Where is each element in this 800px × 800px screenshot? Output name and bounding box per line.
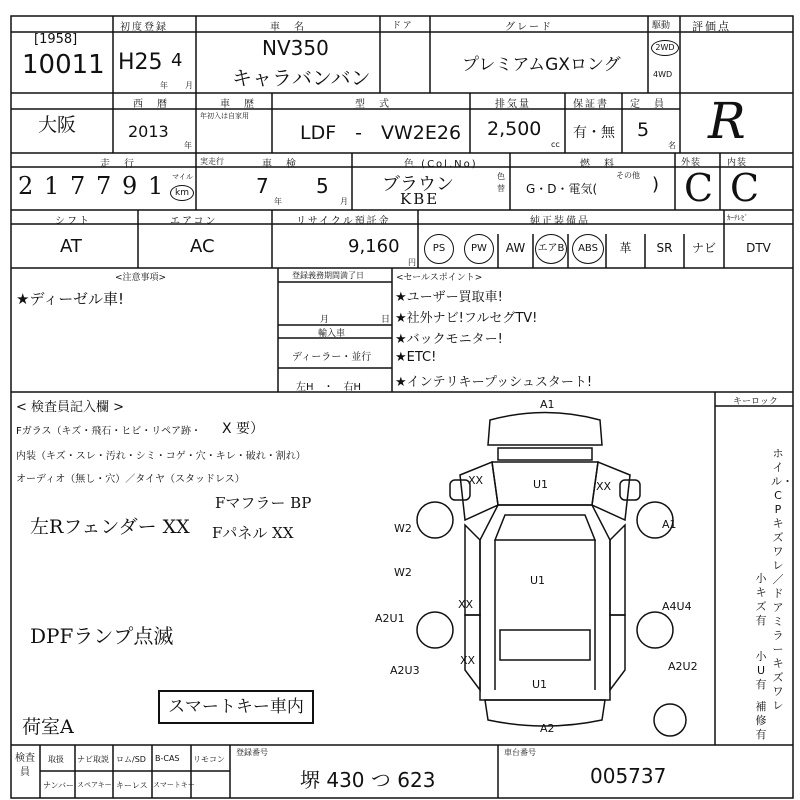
footer-remote: リモコン xyxy=(193,755,225,764)
label-first-registration: 初度登録 xyxy=(120,22,168,33)
capacity-value: 5 xyxy=(637,119,650,141)
western-year: 2013 xyxy=(128,122,169,141)
handwritten-cargo: 荷室A xyxy=(22,716,74,738)
damage-left-mid: XX xyxy=(458,598,474,611)
label-interior: 内装 xyxy=(727,158,748,168)
drive-4wd: 4WD xyxy=(653,70,673,79)
unit-year: 年 xyxy=(160,81,168,90)
damage-rear-body: U1 xyxy=(532,678,548,691)
equip-navi: ナビ xyxy=(691,241,716,255)
footer-keyless: キーレス xyxy=(116,781,148,790)
mileage-unit-km: km xyxy=(170,185,194,201)
handwritten-fender: 左Rフェンダー XX xyxy=(30,516,190,538)
damage-w2-upper: W2 xyxy=(394,522,412,535)
damage-front-bumper: A1 xyxy=(540,398,555,411)
footer-number-plate: ナンバー xyxy=(43,781,75,790)
label-mileage: 走 行 xyxy=(100,159,136,170)
damage-left-a2u1: A2U1 xyxy=(375,612,405,625)
label-equipment: 純正装備品 xyxy=(530,216,590,227)
drive-2wd-circled: 2WD xyxy=(651,40,679,56)
equip-ps-circled: PS xyxy=(424,234,454,264)
capacity-unit: 名 xyxy=(668,141,676,150)
glass-mark: X 要） xyxy=(222,421,265,437)
damage-rear-bumper: A2 xyxy=(540,722,555,735)
steering-side: 左H ・ 右H xyxy=(296,382,362,393)
car-name-line1: NV350 xyxy=(262,36,329,60)
handwritten-dpf: DPFランプ点滅 xyxy=(30,624,174,648)
shift-value: AT xyxy=(60,236,82,257)
color-value: ブラウン xyxy=(382,174,454,195)
equip-leather: 革 xyxy=(619,241,632,255)
history-note: 年初入は自家用 xyxy=(200,112,249,120)
mileage-digit-4: 7 xyxy=(96,172,112,200)
damage-roof: U1 xyxy=(530,574,546,587)
equip-airbag-circled: エアB xyxy=(535,234,567,264)
label-sales-points: <セールスポイント> xyxy=(396,273,483,283)
mileage-digit-3: 7 xyxy=(70,172,86,200)
label-caution: <注意事項> xyxy=(115,273,167,283)
fuel-options: G・D・電気( xyxy=(526,182,598,196)
sales-point-1: ★ユーザー買取車! xyxy=(395,290,503,305)
label-capacity: 定 員 xyxy=(630,99,666,110)
label-fuel: 燃 料 xyxy=(580,159,616,170)
damage-w2-lower: W2 xyxy=(394,566,412,579)
inspection-month-unit: 月 xyxy=(340,197,348,206)
footer-navi-manual: ナビ取説 xyxy=(77,755,109,764)
label-western-year: 西 暦 xyxy=(133,99,169,110)
footer-spare-key: スペアキー xyxy=(77,781,112,789)
sales-point-5: ★インテリキープッシュスタート! xyxy=(395,375,593,390)
dealer-parallel: ディーラー・並行 xyxy=(292,352,372,363)
damage-right-a1: A1 xyxy=(662,518,677,531)
caution-diesel: ★ディーゼル車! xyxy=(16,290,124,308)
label-model: 型 式 xyxy=(355,99,391,110)
audio-tire-remarks: オーディオ（無し・穴）／タイヤ（スタッドレス） xyxy=(16,474,245,485)
side-mark-repaired: 補修有 xyxy=(755,700,767,741)
label-registration-expiry: 登録義務期間満了日 xyxy=(292,271,364,280)
damage-right-front: XX xyxy=(596,480,612,493)
label-recycle: リサイクル預託金 xyxy=(296,216,391,227)
equip-dtv: DTV xyxy=(746,241,771,255)
recycle-unit: 円 xyxy=(408,258,416,267)
label-keylock: キーロック xyxy=(733,397,778,407)
label-history: 車 歴 xyxy=(220,99,256,110)
label-door: ドア xyxy=(392,21,414,31)
sales-point-3: ★バックモニター! xyxy=(395,332,503,347)
displacement-value: 2,500 xyxy=(487,118,542,140)
footer-rom-sd: ロム/SD xyxy=(116,755,146,764)
handwritten-muffler: Fマフラー BP xyxy=(215,494,312,512)
year-code: [1958] xyxy=(34,32,78,47)
registration-era: H25 xyxy=(118,50,163,75)
label-aircon: エアコン xyxy=(170,216,218,227)
exterior-grade: C xyxy=(684,166,714,210)
damage-left-a2u3: A2U3 xyxy=(390,664,420,677)
footer-handling: 取扱 xyxy=(48,755,64,764)
mileage-digit-5: 9 xyxy=(122,172,138,200)
inspector-title: < 検査員記入欄 > xyxy=(16,400,125,415)
handwritten-panel: Fパネル XX xyxy=(212,524,294,542)
label-color: 色 (Col.No) xyxy=(404,159,478,170)
expiry-day-unit: 日 xyxy=(381,315,391,325)
glass-remarks: Fガラス（キズ・飛石・ヒビ・リペア跡・ xyxy=(16,426,202,437)
label-registration-number: 登録番号 xyxy=(236,748,268,757)
label-warranty: 保証書 xyxy=(573,99,609,110)
sales-point-2: ★社外ナビ!フルセグTV! xyxy=(395,311,538,326)
damage-left-front: XX xyxy=(468,474,484,487)
car-name-line2: キャラバンバン xyxy=(232,66,371,90)
label-actual: 実走行 xyxy=(200,157,224,166)
model-code: LDF - VW2E26 xyxy=(300,122,462,144)
score-handwritten: R xyxy=(708,92,746,150)
smart-key-stamp: スマートキー車内 xyxy=(158,690,314,724)
label-displacement: 排気量 xyxy=(495,99,531,110)
interior-grade: C xyxy=(730,166,760,210)
fuel-other: その他 xyxy=(616,171,640,180)
mileage-digit-1: 2 xyxy=(18,172,34,200)
damage-right-a4u4: A4U4 xyxy=(662,600,692,613)
label-drive: 駆動 xyxy=(652,21,671,31)
mileage-digit-6: 1 xyxy=(148,172,164,200)
label-exterior: 外装 xyxy=(681,158,702,168)
aircon-value: AC xyxy=(190,236,215,257)
footer-bcas: B-CAS xyxy=(155,754,180,763)
equip-abs-circled: ABS xyxy=(572,234,604,264)
inspection-month: 5 xyxy=(316,174,329,198)
expiry-month-unit: 月 xyxy=(320,315,330,325)
footer-smart-key: スマートキー xyxy=(153,781,195,789)
label-inspector: 検査員 xyxy=(15,753,35,778)
color-code: KBE xyxy=(400,190,440,208)
label-chassis-number: 車台番号 xyxy=(504,748,536,757)
car-damage-diagram xyxy=(380,400,710,745)
equip-aw: AW xyxy=(505,241,526,255)
damage-left-rear: XX xyxy=(460,654,476,667)
displacement-unit: cc xyxy=(551,140,560,149)
registration-number: 堺 430 つ 623 xyxy=(300,768,436,792)
label-grade: グレード xyxy=(505,22,553,33)
color-change: 色替 xyxy=(497,172,505,193)
unit-month: 月 xyxy=(185,81,193,90)
label-score: 評価点 xyxy=(692,20,731,33)
western-year-unit: 年 xyxy=(184,141,192,150)
recycle-value: 9,160 xyxy=(348,236,400,257)
side-mark-small-dent: 小U有 xyxy=(755,650,767,691)
registration-month: 4 xyxy=(171,50,183,71)
inspection-year: 7 xyxy=(256,174,269,198)
sales-point-4: ★ETC! xyxy=(395,350,437,365)
label-shift: シフト xyxy=(55,216,91,227)
label-import: 輸入車 xyxy=(318,329,346,339)
label-inspection: 車 検 xyxy=(262,159,298,170)
inspection-year-unit: 年 xyxy=(274,197,282,206)
side-vertical-text: ホイル・CPキズ ワレ／ドアミラー キズ ワレ xyxy=(771,447,793,712)
fuel-close: ) xyxy=(652,174,660,195)
region: 大阪 xyxy=(38,114,77,136)
mileage-digit-2: 1 xyxy=(44,172,60,200)
label-car-name: 車 名 xyxy=(270,22,306,33)
equip-pw-circled: PW xyxy=(464,234,494,264)
mileage-unit-mile: マイル xyxy=(172,173,193,181)
damage-right-a2u2: A2U2 xyxy=(668,660,698,673)
grade-value: プレミアムGXロング xyxy=(462,55,621,75)
interior-remarks: 内装（キズ・スレ・汚れ・シミ・コゲ・穴・キレ・破れ・割れ） xyxy=(16,451,306,462)
damage-hood: U1 xyxy=(533,478,549,491)
warranty-value: 有・無 xyxy=(573,125,615,141)
label-car-tv: ｶｰﾃﾚﾋﾞ xyxy=(727,214,748,222)
equip-sunroof: SR xyxy=(656,241,673,255)
lot-number: 10011 xyxy=(22,50,105,80)
side-mark-small-scratch: 小キズ有 xyxy=(755,572,767,627)
chassis-number: 005737 xyxy=(590,764,667,788)
